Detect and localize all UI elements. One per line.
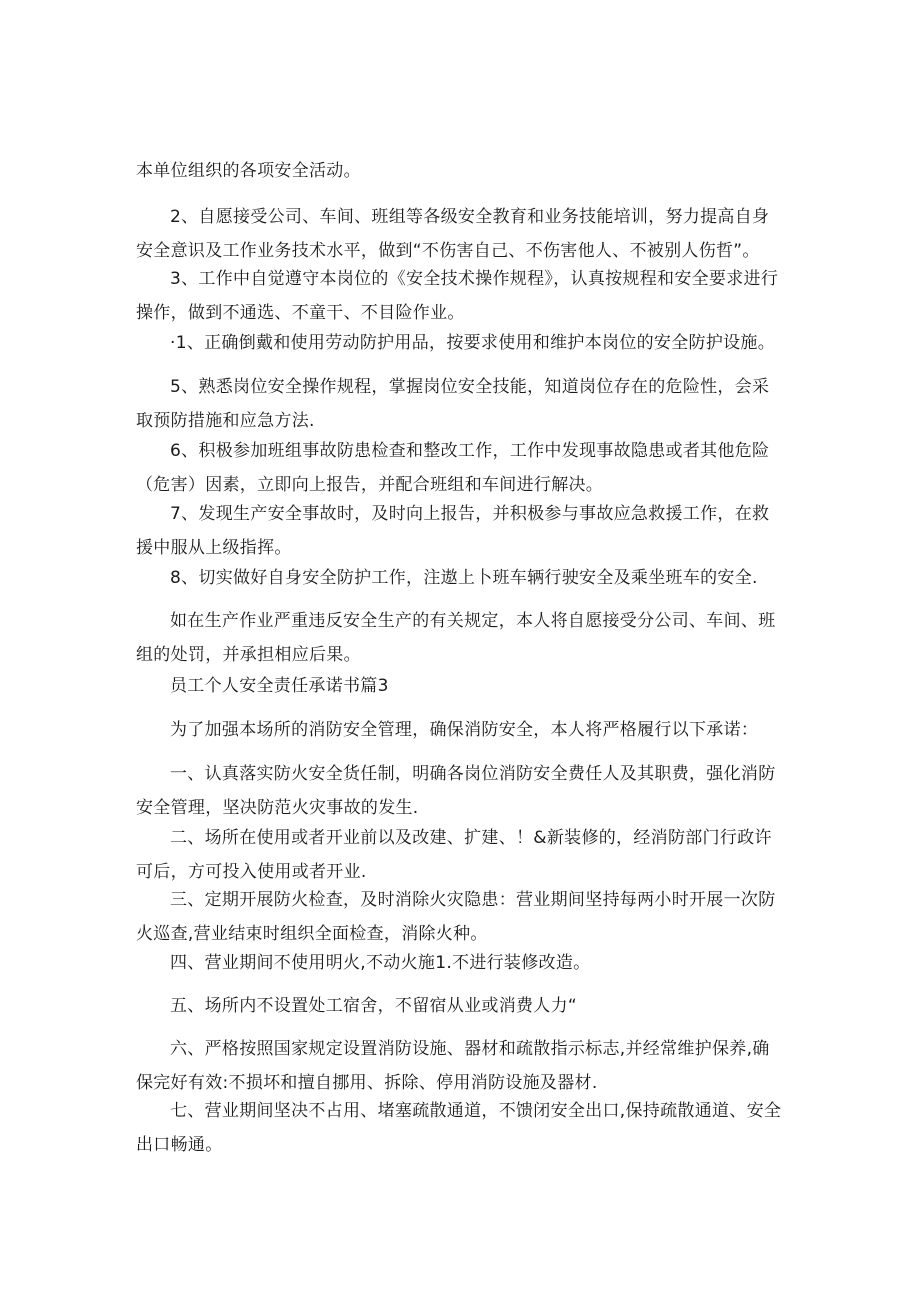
paragraph-item-5: 5、熟悉岗位安全操作规程，掌握岗位安全技能，知道岗位存在的危险性，会采取预防措施和应急方法.	[136, 377, 770, 431]
paragraph-item-8: 8、切实做好自身安全防护工作，注遨上卜班车辆行驶安全及乘坐班车的安全.	[170, 568, 758, 588]
paragraph-item-4: ·1、正确倒戴和使用劳动防护用品，按要求使用和维护本岗位的安全防护设施。	[170, 333, 776, 353]
paragraph-pledge-4: 四、营业期间不使用明火,不动火施1.不进行装修改造。	[170, 953, 591, 973]
paragraph-pledge-1: 一、认真落实防火安全货任制，明确各岗位消防安全费任人及其职费，强化消防安全管理，坚决防范火灾事故的发生.	[136, 764, 776, 818]
paragraph-pledge-2: 二、场所在使用或者开业前以及改建、扩建、！&新装修的，经消防部门行政许可后，方可投入使用或者开业.	[136, 828, 772, 882]
paragraph-consequence: 如在生产作业严重违反安全生产的有关规定，本人将自愿接受分公司、车间、班组的处罚，并承担相应后果。	[136, 611, 776, 665]
paragraph-item-2: 2、自愿接受公司、车间、班组等各级安全教育和业务技能培训，努力提高自身安全意识及工作业务技术水平，做到“不伤害自己、不伤害他人、不被别人伤哲”。	[136, 207, 770, 261]
paragraph-item-3: 3、工作中自觉遵守本岗位的《安全技术操作规程》，认真按规程和安全要求进行操作，做到不通选、不童干、不目险作业。	[136, 269, 779, 323]
paragraph-pledge-5: 五、场所内不设置处工宿舍，不留宿从业或消费人力“	[170, 996, 578, 1016]
paragraph-pledge-3: 三、定期开展防火检查，及时消除火灾隐患：营业期间坚持每两小时开展一次防火巡查,营业结束时组织全面检查，消除火种。	[136, 890, 776, 944]
paragraph-preamble: 为了加强本场所的消防安全管理，确保消防安全，本人将严格履行以下承诺：	[170, 720, 759, 740]
paragraph-intro-continuation: 本单位组织的各项安全活动。	[136, 161, 361, 181]
paragraph-pledge-7: 七、营业期间坚决不占用、堵塞疏散通道，不馈闭安全出口,保持疏散通道、安全出口畅通。	[136, 1101, 782, 1155]
paragraph-pledge-6: 六、严格按照国家规定设置消防设施、器材和疏散指示标志,并经常维护保养,确保完好有效:不损坏和擅自挪用、拆除、停用消防设施及器材.	[136, 1039, 770, 1093]
paragraph-item-7: 7、发现生产安全事故时，及时向上报告，并积极参与事故应急救援工作，在救援中服从上级指挥。	[136, 504, 770, 558]
section-heading: 员工个人安全责任承诺书篇3	[170, 676, 389, 696]
paragraph-item-6: 6、积极参加班组事故防患检查和整改工作，工作中发现事故隐患或者其他危险（危害）因素，立即向上报告，并配合班组和车间进行解决。	[136, 441, 770, 495]
